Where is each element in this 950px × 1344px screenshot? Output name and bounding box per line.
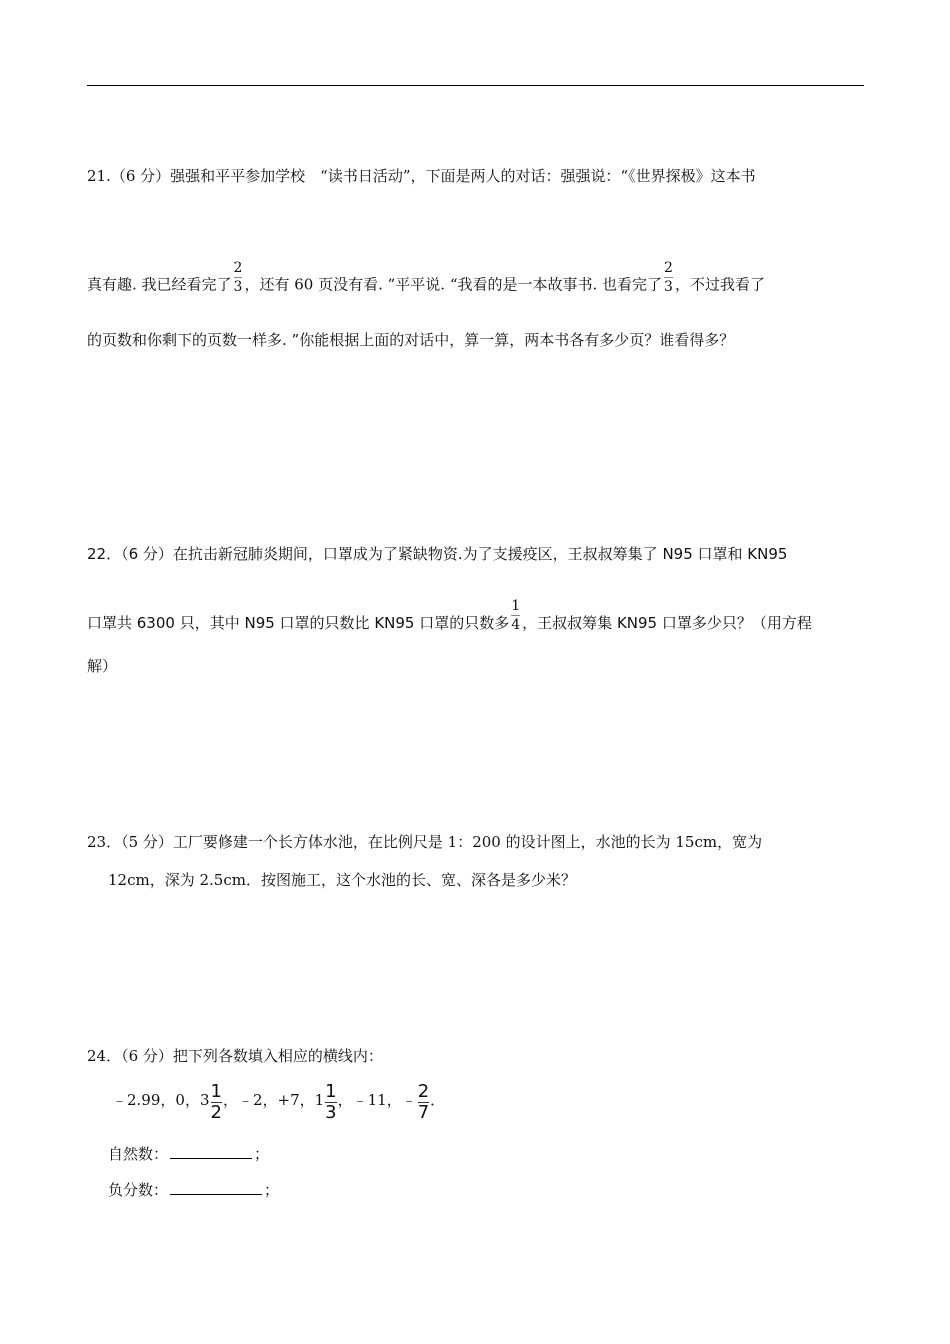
q24-natural-row bbox=[108, 1144, 269, 1164]
q22-text-1: 22．（6 分）在抗击新冠肺炎期间，口罩成为了紧缺物资.为了支援疫区，王叔叔筹集了 N95 口罩和 KN95 bbox=[87, 545, 788, 563]
q21-text-1: 21.（6 分）强强和平平参加学校 “读书日活动”，下面是两人的对话：强强说：“《世界探极》这本书 bbox=[87, 167, 756, 185]
q21-text-2c: ，不过我看了 bbox=[674, 275, 765, 294]
negfrac-end: ； bbox=[264, 1181, 280, 1199]
q24-text-1: 24．（6 分）把下列各数填入相应的横线内： bbox=[87, 1047, 383, 1065]
q24-nums-b: ，﹣2，+7，1 bbox=[222, 1091, 325, 1109]
q21-fraction-2 bbox=[664, 260, 673, 295]
q21-text-3: 的页数和你剩下的页数一样多. ”你能根据上面的对话中，算一算，两本书各有多少页？谁看得多？ bbox=[87, 331, 735, 349]
q23-text-2: 12cm，深为 2.5cm．按图施工，这个水池的长、宽、深各是多少米？ bbox=[108, 871, 576, 889]
q21-text-2a: 真有趣. 我已经看完了 bbox=[87, 275, 232, 294]
fraction-numerator: 1 bbox=[210, 1081, 222, 1102]
q24-nums-d: ． bbox=[430, 1091, 446, 1109]
q24-line-1 bbox=[87, 1046, 383, 1066]
q22-line-3 bbox=[87, 656, 117, 676]
q24-fraction-2 bbox=[325, 1083, 336, 1122]
q22-line-2 bbox=[87, 598, 812, 641]
q23-line-2 bbox=[108, 870, 576, 890]
q21-line-3 bbox=[87, 330, 734, 350]
q22-fraction bbox=[511, 598, 520, 633]
fraction-numerator: 1 bbox=[511, 598, 521, 614]
fraction-bar bbox=[234, 277, 243, 278]
q24-fraction-1 bbox=[211, 1083, 222, 1122]
q21-line-2 bbox=[87, 260, 765, 303]
q24-negfrac-row bbox=[108, 1180, 279, 1200]
fraction-denominator: 7 bbox=[417, 1102, 430, 1123]
fraction-denominator: 2 bbox=[210, 1102, 222, 1123]
q21-line-1 bbox=[87, 166, 756, 186]
q21-fraction-1 bbox=[234, 260, 243, 295]
q22-text-3: 解） bbox=[87, 657, 118, 675]
fraction-denominator: 4 bbox=[511, 617, 521, 633]
header-rule bbox=[87, 85, 864, 86]
q21-text-2b: ，还有 60 页没有看. ”平平说. “我看的是一本故事书. 也看完了 bbox=[244, 275, 663, 294]
fraction-denominator: 3 bbox=[664, 279, 673, 295]
negfrac-answer-blank[interactable] bbox=[170, 1180, 262, 1195]
q24-nums-c: ，﹣11，﹣ bbox=[337, 1091, 417, 1109]
fraction-numerator: 2 bbox=[233, 260, 243, 276]
fraction-numerator: 2 bbox=[664, 260, 673, 276]
q24-nums-a: ﹣2.99，0，3 bbox=[112, 1091, 210, 1109]
natural-answer-blank[interactable] bbox=[170, 1144, 252, 1159]
fraction-numerator: 2 bbox=[417, 1081, 430, 1102]
natural-end: ； bbox=[254, 1145, 270, 1163]
fraction-bar bbox=[511, 615, 520, 616]
q24-number-list bbox=[112, 1080, 446, 1123]
q24-fraction-3 bbox=[418, 1083, 429, 1122]
fraction-bar bbox=[664, 277, 673, 278]
q22-line-1 bbox=[87, 544, 787, 564]
q23-text-1: 23．（5 分）工厂要修建一个长方体水池，在比例尺是 1：200 的设计图上，水池的长为 15cm，宽为 bbox=[87, 833, 763, 851]
q23-line-1 bbox=[87, 832, 762, 852]
fraction-numerator: 1 bbox=[325, 1081, 337, 1102]
q22-text-2b: ，王叔叔筹集 KN95 口罩多少只？（用方程 bbox=[522, 614, 812, 632]
q22-text-2a: 口罩共 6300 只，其中 N95 口罩的只数比 KN95 口罩的只数多 bbox=[87, 614, 510, 632]
fraction-denominator: 3 bbox=[233, 279, 243, 295]
natural-label: 自然数： bbox=[108, 1145, 169, 1163]
fraction-denominator: 3 bbox=[325, 1102, 337, 1123]
negfrac-label: 负分数： bbox=[108, 1181, 169, 1199]
